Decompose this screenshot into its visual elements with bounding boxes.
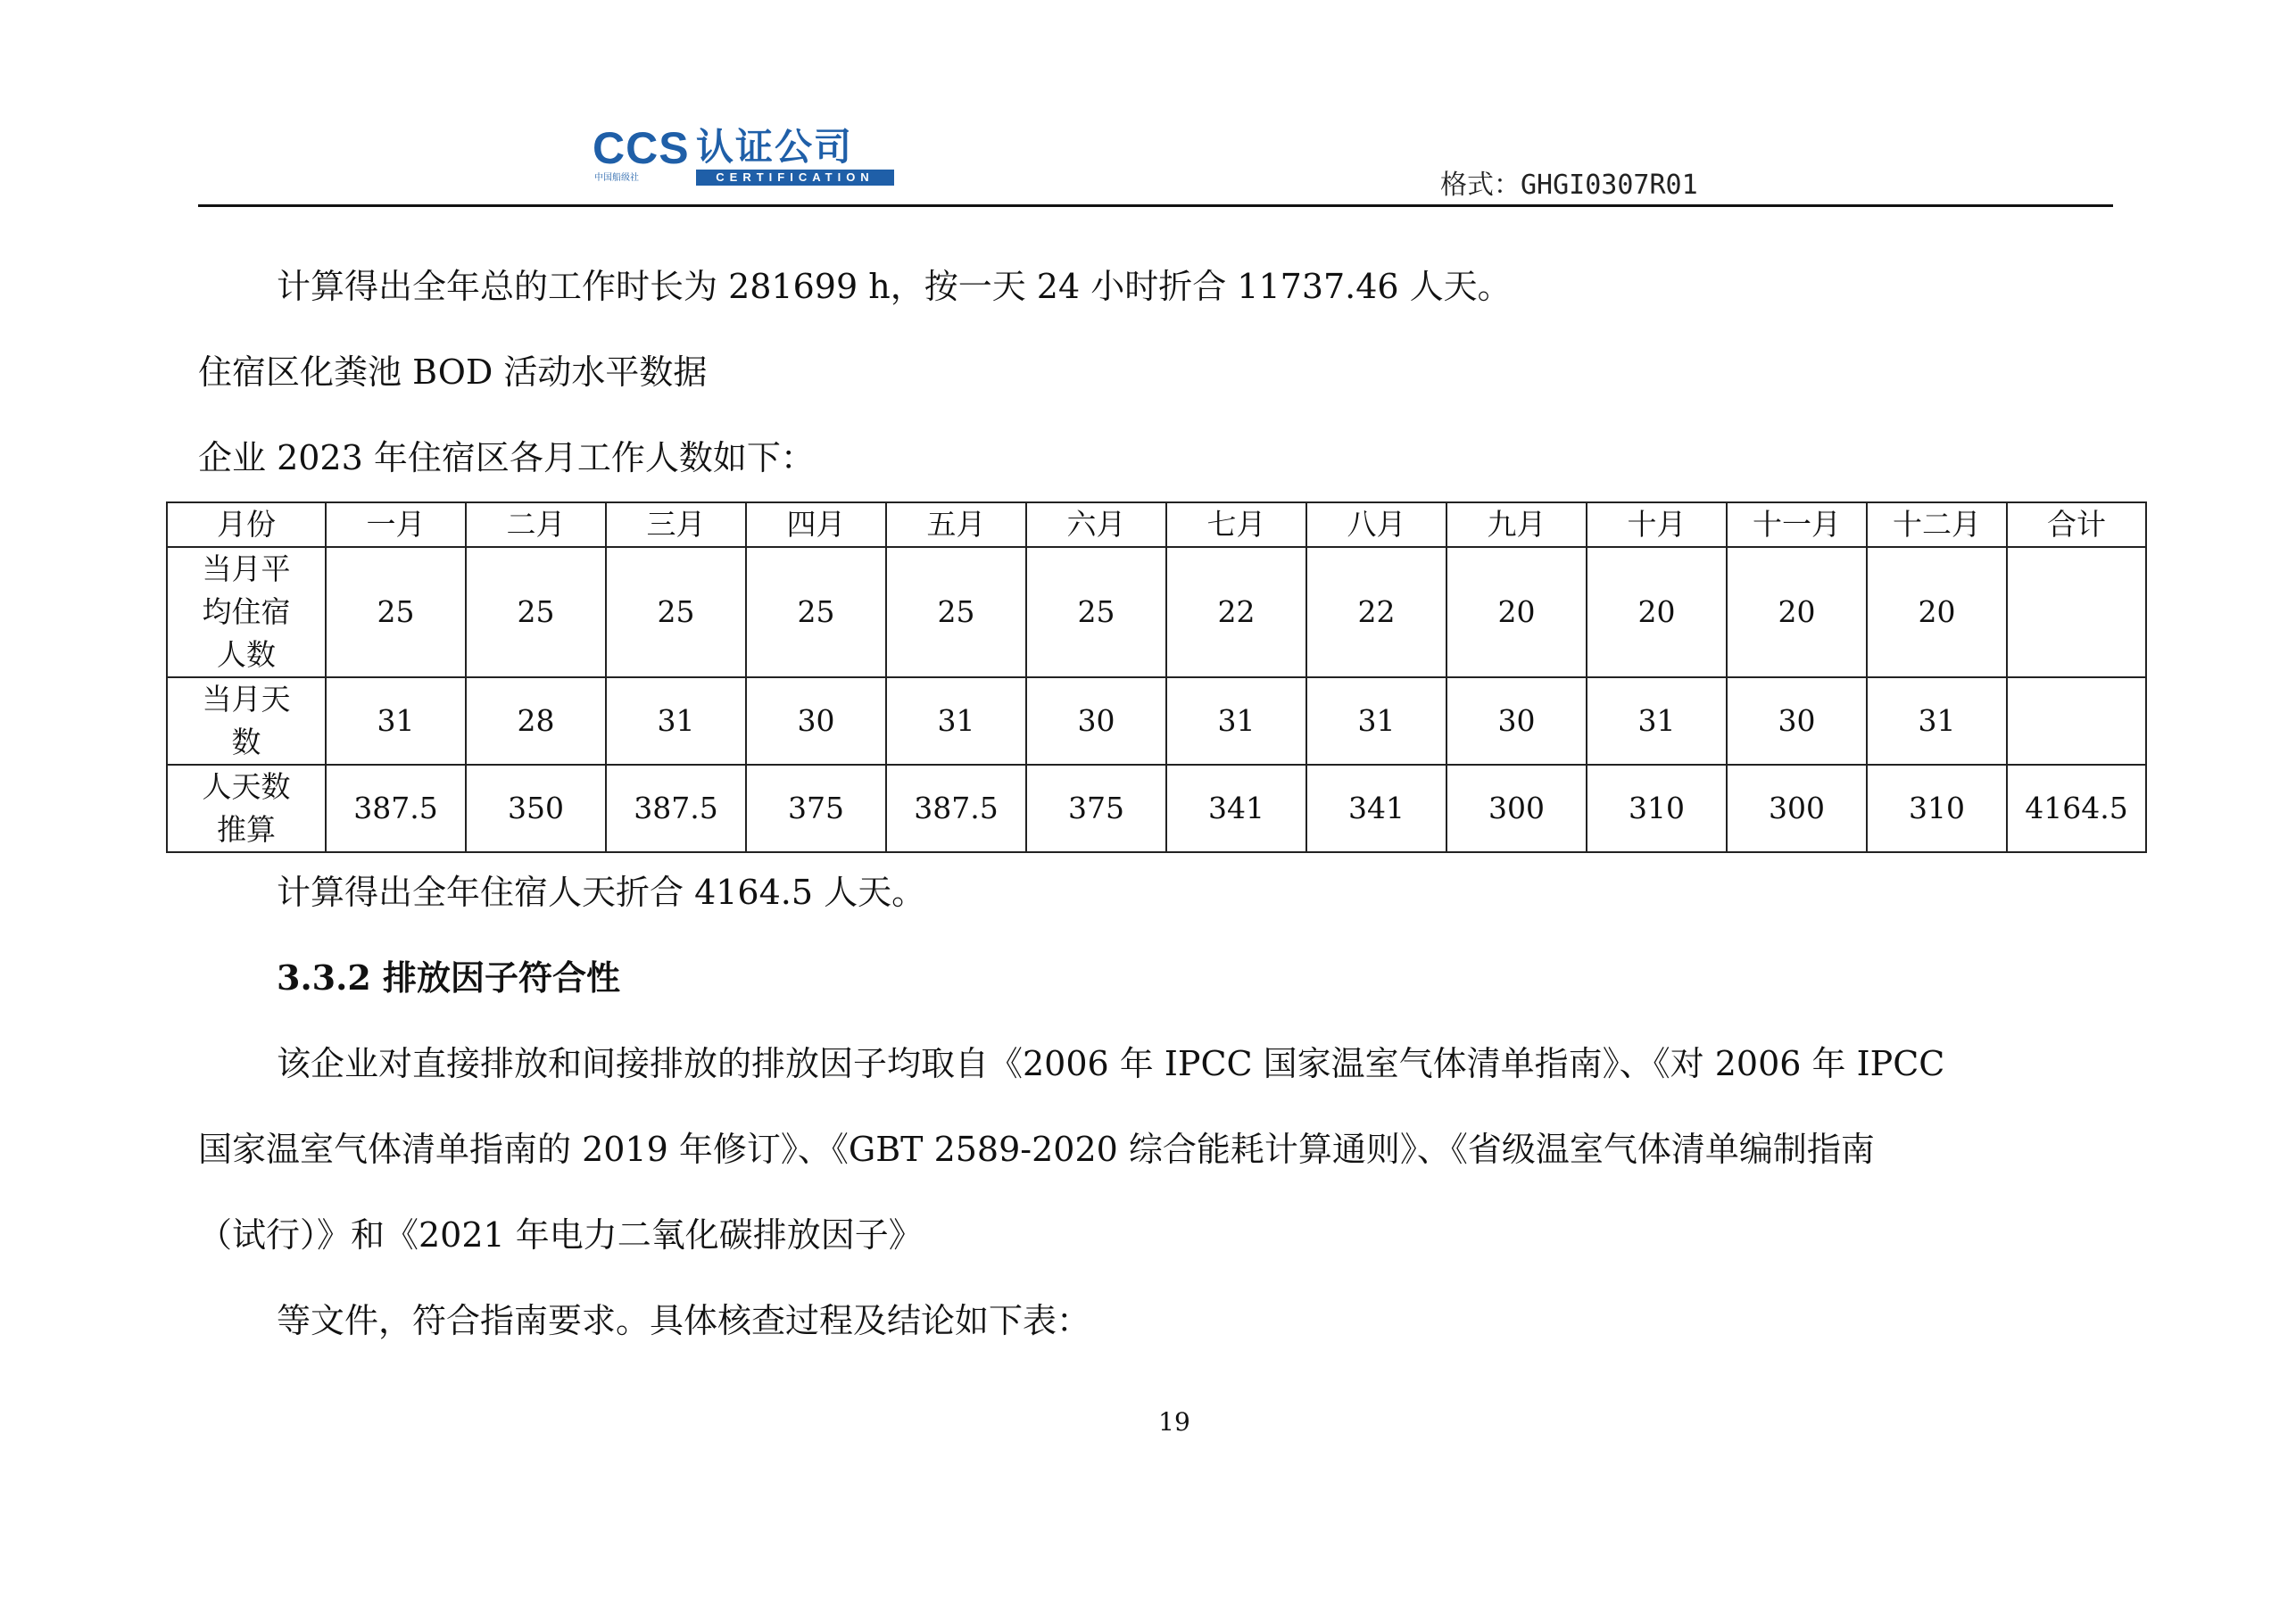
table-cell: 375	[1026, 765, 1166, 852]
table-cell: 25	[746, 547, 886, 677]
table-row-label	[167, 765, 326, 852]
table-header-cell: 月份	[167, 502, 326, 547]
table-cell: 310	[1587, 765, 1727, 852]
table-cell: 300	[1446, 765, 1587, 852]
paragraph-conclusion: 等文件，符合指南要求。具体核查过程及结论如下表：	[277, 1301, 1091, 1340]
table-cell: 31	[326, 677, 466, 765]
paragraph-annual-total: 计算得出全年住宿人天折合 4164.5 人天。	[277, 873, 926, 912]
table-cell: 310	[1867, 765, 2007, 852]
table-cell: 22	[1306, 547, 1446, 677]
table-cell: 31	[1306, 677, 1446, 765]
table-header-cell: 十二月	[1867, 502, 2007, 547]
header-divider	[198, 204, 2113, 207]
table-cell: 20	[1727, 547, 1867, 677]
table-cell: 341	[1306, 765, 1446, 852]
table-header-cell: 三月	[606, 502, 746, 547]
table-header-cell: 十一月	[1727, 502, 1867, 547]
table-row-label-line: 当月平	[202, 551, 291, 586]
section-heading: 3.3.2 排放因子符合性	[277, 957, 621, 998]
table-cell: 31	[606, 677, 746, 765]
format-code: 格式：GHGI0307R01	[1440, 170, 1698, 201]
page-number: 19	[1158, 1407, 1190, 1437]
table-cell: 28	[466, 677, 606, 765]
table-header-row	[167, 502, 2146, 547]
paragraph-factors-line3: （试行）》和《2021 年电力二氧化碳排放因子》	[198, 1215, 923, 1255]
monthly-residents-table	[166, 501, 2147, 853]
table-cell: 387.5	[606, 765, 746, 852]
paragraph-bod-title: 住宿区化粪池 BOD 活动水平数据	[198, 352, 708, 392]
table-cell: 341	[1166, 765, 1306, 852]
table-cell	[2007, 677, 2146, 765]
table-cell: 350	[466, 765, 606, 852]
table-cell: 25	[886, 547, 1026, 677]
company-logo	[593, 123, 914, 189]
table-header-cell: 十月	[1587, 502, 1727, 547]
table-cell: 31	[886, 677, 1026, 765]
table-header-cell: 七月	[1166, 502, 1306, 547]
table-cell: 30	[1026, 677, 1166, 765]
table-header-cell: 九月	[1446, 502, 1587, 547]
table-header-cell: 五月	[886, 502, 1026, 547]
table-cell: 375	[746, 765, 886, 852]
logo-chinese-name: 认证公司	[696, 125, 854, 169]
table-cell: 30	[1446, 677, 1587, 765]
table-row-label-line: 数	[231, 725, 261, 759]
paragraph-table-intro: 企业 2023 年住宿区各月工作人数如下：	[198, 438, 815, 477]
table-header-cell: 二月	[466, 502, 606, 547]
table-cell: 20	[1587, 547, 1727, 677]
table-cell: 25	[326, 547, 466, 677]
table-cell: 30	[1727, 677, 1867, 765]
table-header-cell: 六月	[1026, 502, 1166, 547]
table-cell: 300	[1727, 765, 1867, 852]
table-header-cell: 合计	[2007, 502, 2146, 547]
table-cell: 25	[466, 547, 606, 677]
table-row-label-line: 推算	[217, 812, 276, 847]
table-cell: 4164.5	[2007, 765, 2146, 852]
table-row-label	[167, 547, 326, 677]
logo-certification-bar: CERTIFICATION	[696, 170, 894, 186]
table-cell: 30	[746, 677, 886, 765]
table-row-label-line: 人数	[217, 637, 276, 672]
table-cell: 387.5	[886, 765, 1026, 852]
table-row-label-line: 人天数	[202, 769, 291, 804]
logo-subtext: 中国船级社	[594, 173, 639, 183]
paragraph-factors-line1: 该企业对直接排放和间接排放的排放因子均取自《2006 年 IPCC 国家温室气体清单指南》、《对 2006 年 IPCC	[277, 1044, 1945, 1083]
table-header-cell: 一月	[326, 502, 466, 547]
paragraph-work-hours: 计算得出全年总的工作时长为 281699 h，按一天 24 小时折合 11737.46 人天。	[277, 267, 1512, 306]
table-cell	[2007, 547, 2146, 677]
table-cell: 22	[1166, 547, 1306, 677]
table-cell: 25	[606, 547, 746, 677]
table-cell: 20	[1867, 547, 2007, 677]
table-row	[167, 547, 2146, 677]
table-cell: 20	[1446, 547, 1587, 677]
table-row	[167, 677, 2146, 765]
table-row-label-line: 均住宿	[202, 594, 291, 629]
logo-ccs-text: CCS	[593, 123, 690, 173]
table-cell: 31	[1587, 677, 1727, 765]
table-row-label-line: 当月天	[202, 682, 291, 717]
table-cell: 25	[1026, 547, 1166, 677]
table-row-label	[167, 677, 326, 765]
paragraph-factors-line2: 国家温室气体清单指南的 2019 年修订》、《GBT 2589-2020 综合能耗计算通则》、《省级温室气体清单编制指南	[198, 1130, 1875, 1169]
table-cell: 31	[1166, 677, 1306, 765]
table-header-cell: 八月	[1306, 502, 1446, 547]
table-row	[167, 765, 2146, 852]
table-header-cell: 四月	[746, 502, 886, 547]
table-cell: 387.5	[326, 765, 466, 852]
table-cell: 31	[1867, 677, 2007, 765]
